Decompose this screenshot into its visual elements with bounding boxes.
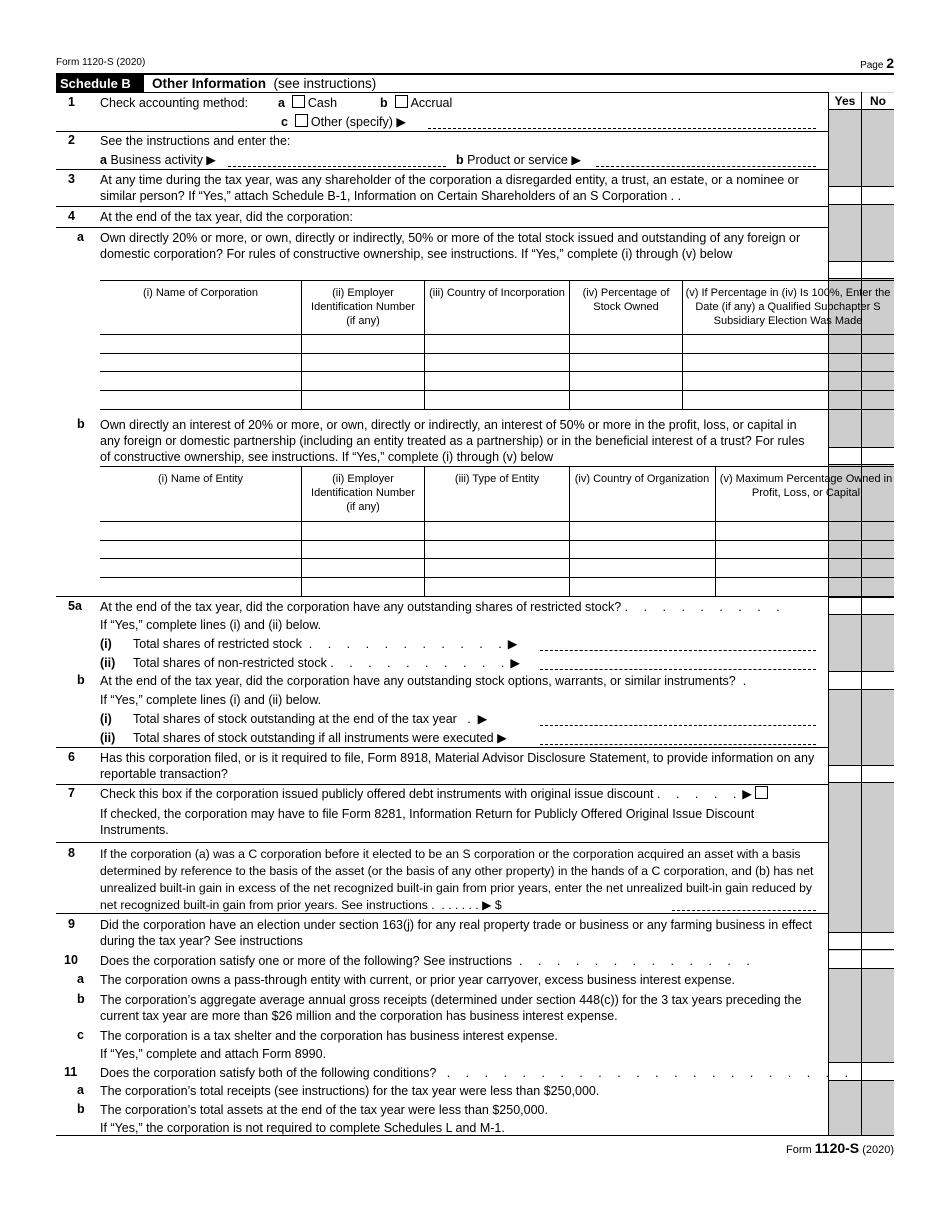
schedule-title: Other Information (see instructions): [152, 76, 377, 91]
column-header: (ii) Employer Identification Number (if any): [311, 473, 415, 513]
line-5b: At the end of the tax year, did the corporation have any outstanding stock options, warrants, or similar instruments? .: [100, 674, 747, 688]
cash-checkbox[interactable]: [292, 95, 305, 108]
column-header: (i) Name of Corporation: [143, 287, 258, 299]
line-5a: At the end of the tax year, did the corporation have any outstanding shares of restricted stock? . . . . . . . . .: [100, 600, 786, 614]
answer-yes-5a[interactable]: [829, 598, 861, 614]
answer-yes-4b[interactable]: [829, 448, 861, 464]
column-header: (iv) Country of Organization: [574, 473, 710, 485]
business-activity-field[interactable]: [228, 166, 446, 167]
answer-no-10[interactable]: [862, 951, 894, 968]
page-number: Page 2: [860, 55, 894, 71]
line-6: Has this corporation filed, or is it required to file, Form 8918, Material Advisor Disclosure Statement, to provide information on any reportable transaction?: [100, 751, 815, 781]
oid-checkbox[interactable]: [755, 786, 768, 799]
column-header: (i) Name of Entity: [158, 473, 243, 485]
divider: [56, 92, 894, 93]
answer-no-9[interactable]: [862, 933, 894, 949]
product-service-field[interactable]: [596, 166, 816, 167]
answer-no-4b[interactable]: [862, 448, 894, 464]
answer-no-3[interactable]: [862, 187, 894, 204]
answer-no-4a[interactable]: [862, 262, 894, 278]
answer-no-11[interactable]: [862, 1063, 894, 1080]
other-specify-field[interactable]: [428, 128, 816, 129]
line-7: Check this box if the corporation issued publicly offered debt instruments with original issue discount . . . . .▶: [100, 786, 771, 802]
answer-yes-9[interactable]: [829, 933, 861, 949]
column-header: (iii) Country of Incorporation: [429, 287, 565, 299]
accrual-checkbox[interactable]: [395, 95, 408, 108]
other-checkbox[interactable]: [295, 114, 308, 127]
line-11: Does the corporation satisfy both of the following conditions? . . . . . . . . . . . . . . . . . . . . . .: [100, 1066, 855, 1080]
line-10c: The corporation is a tax shelter and the corporation has business interest expense.: [100, 1029, 558, 1043]
line-10b: The corporation’s aggregate average annual gross receipts (determined under section 448(c)) for the 3 tax years preceding the current tax year are more than $26 million and the corporation has business interest expense.: [100, 993, 802, 1023]
column-header: (v) If Percentage in (iv) Is 100%, Enter the Date (if any) a Qualified Subchapter S Subsidiary Election Was Made: [685, 287, 891, 327]
column-header: (v) Maximum Percentage Owned in Profit, Loss, or Capital: [719, 473, 893, 499]
line-11a: The corporation’s total receipts (see instructions) for the tax year were less than $250,000.: [100, 1084, 600, 1098]
line-11b: The corporation’s total assets at the end of the tax year were less than $250,000.: [100, 1103, 548, 1117]
column-header: (ii) Employer Identification Number (if any): [311, 287, 415, 327]
non-restricted-stock-field[interactable]: [540, 669, 816, 670]
line-10a: The corporation owns a pass-through entity with current, or prior year carryover, excess business interest expense.: [100, 973, 736, 987]
answer-no-6[interactable]: [862, 766, 894, 782]
line-4: At the end of the tax year, did the corporation:: [100, 210, 353, 224]
answer-yes-5b[interactable]: [829, 672, 861, 689]
line-number: 1: [68, 95, 75, 109]
answer-no-5b[interactable]: [862, 672, 894, 689]
line-1: Check accounting method:: [100, 96, 249, 110]
schedule-label: Schedule B: [56, 75, 144, 92]
answer-yes-3[interactable]: [829, 187, 861, 204]
line-10: Does the corporation satisfy one or more of the following? See instructions . . . . . . . . . . . . .: [100, 954, 756, 968]
column-header: (iv) Percentage of Stock Owned: [582, 287, 670, 313]
line-4b: Own directly an interest of 20% or more, or own, directly or indirectly, an interest of 50% or more in the profit, loss, or capital in any foreign or domestic partnership (including an entity treated as a partnership) or in the beneficial interest of a trust? For rules of constructive ownership, see instructions. If “Yes,” complete (i) through (v) below: [100, 418, 805, 464]
answer-yes-10[interactable]: [829, 951, 861, 968]
form-header-left: Form 1120-S (2020): [56, 57, 146, 68]
restricted-stock-field[interactable]: [540, 650, 816, 651]
built-in-gain-field[interactable]: [672, 910, 816, 911]
answer-yes-4a[interactable]: [829, 262, 861, 278]
line-8: If the corporation (a) was a C corporation before it elected to be an S corporation or the corporation acquired an asset with a basis determined by reference to the basis of the asset (or the basis of any other property) in the hands of a C corporation, and (b) has net unrealized built-in gain in excess of the net recognized built-in gain from prior years, enter the net unrealized built-in gain reduced by net recognized built-in gain from prior years. See instructions . . . . . . . ▶ $: [100, 847, 814, 912]
yes-header: Yes: [829, 93, 861, 109]
stock-outstanding-field[interactable]: [540, 725, 816, 726]
line-3: At any time during the tax year, was any shareholder of the corporation a disregarded entity, a trust, an estate, or a nominee or similar person? If “Yes,” attach Schedule B-1, Information on Certain Shareholders of an S Corporation . .: [100, 173, 799, 203]
line-9: Did the corporation have an election under section 163(j) for any real property trade or business or any farming business in effect during the tax year? See instructions: [100, 918, 812, 948]
answer-no-5a[interactable]: [862, 598, 894, 614]
no-header: No: [862, 93, 894, 109]
column-header: (iii) Type of Entity: [454, 473, 540, 485]
divider: [56, 1135, 894, 1136]
instruments-executed-field[interactable]: [540, 744, 816, 745]
line-4a: Own directly 20% or more, or own, directly or indirectly, 50% or more of the total stock issued and outstanding of any foreign or domestic corporation? For rules of constructive ownership, see instructions. If “Yes,” complete (i) through (v) below: [100, 231, 801, 261]
answer-yes-6[interactable]: [829, 766, 861, 782]
line-2: See the instructions and enter the:: [100, 134, 291, 148]
form-footer: Form 1120-S (2020): [786, 1140, 894, 1156]
